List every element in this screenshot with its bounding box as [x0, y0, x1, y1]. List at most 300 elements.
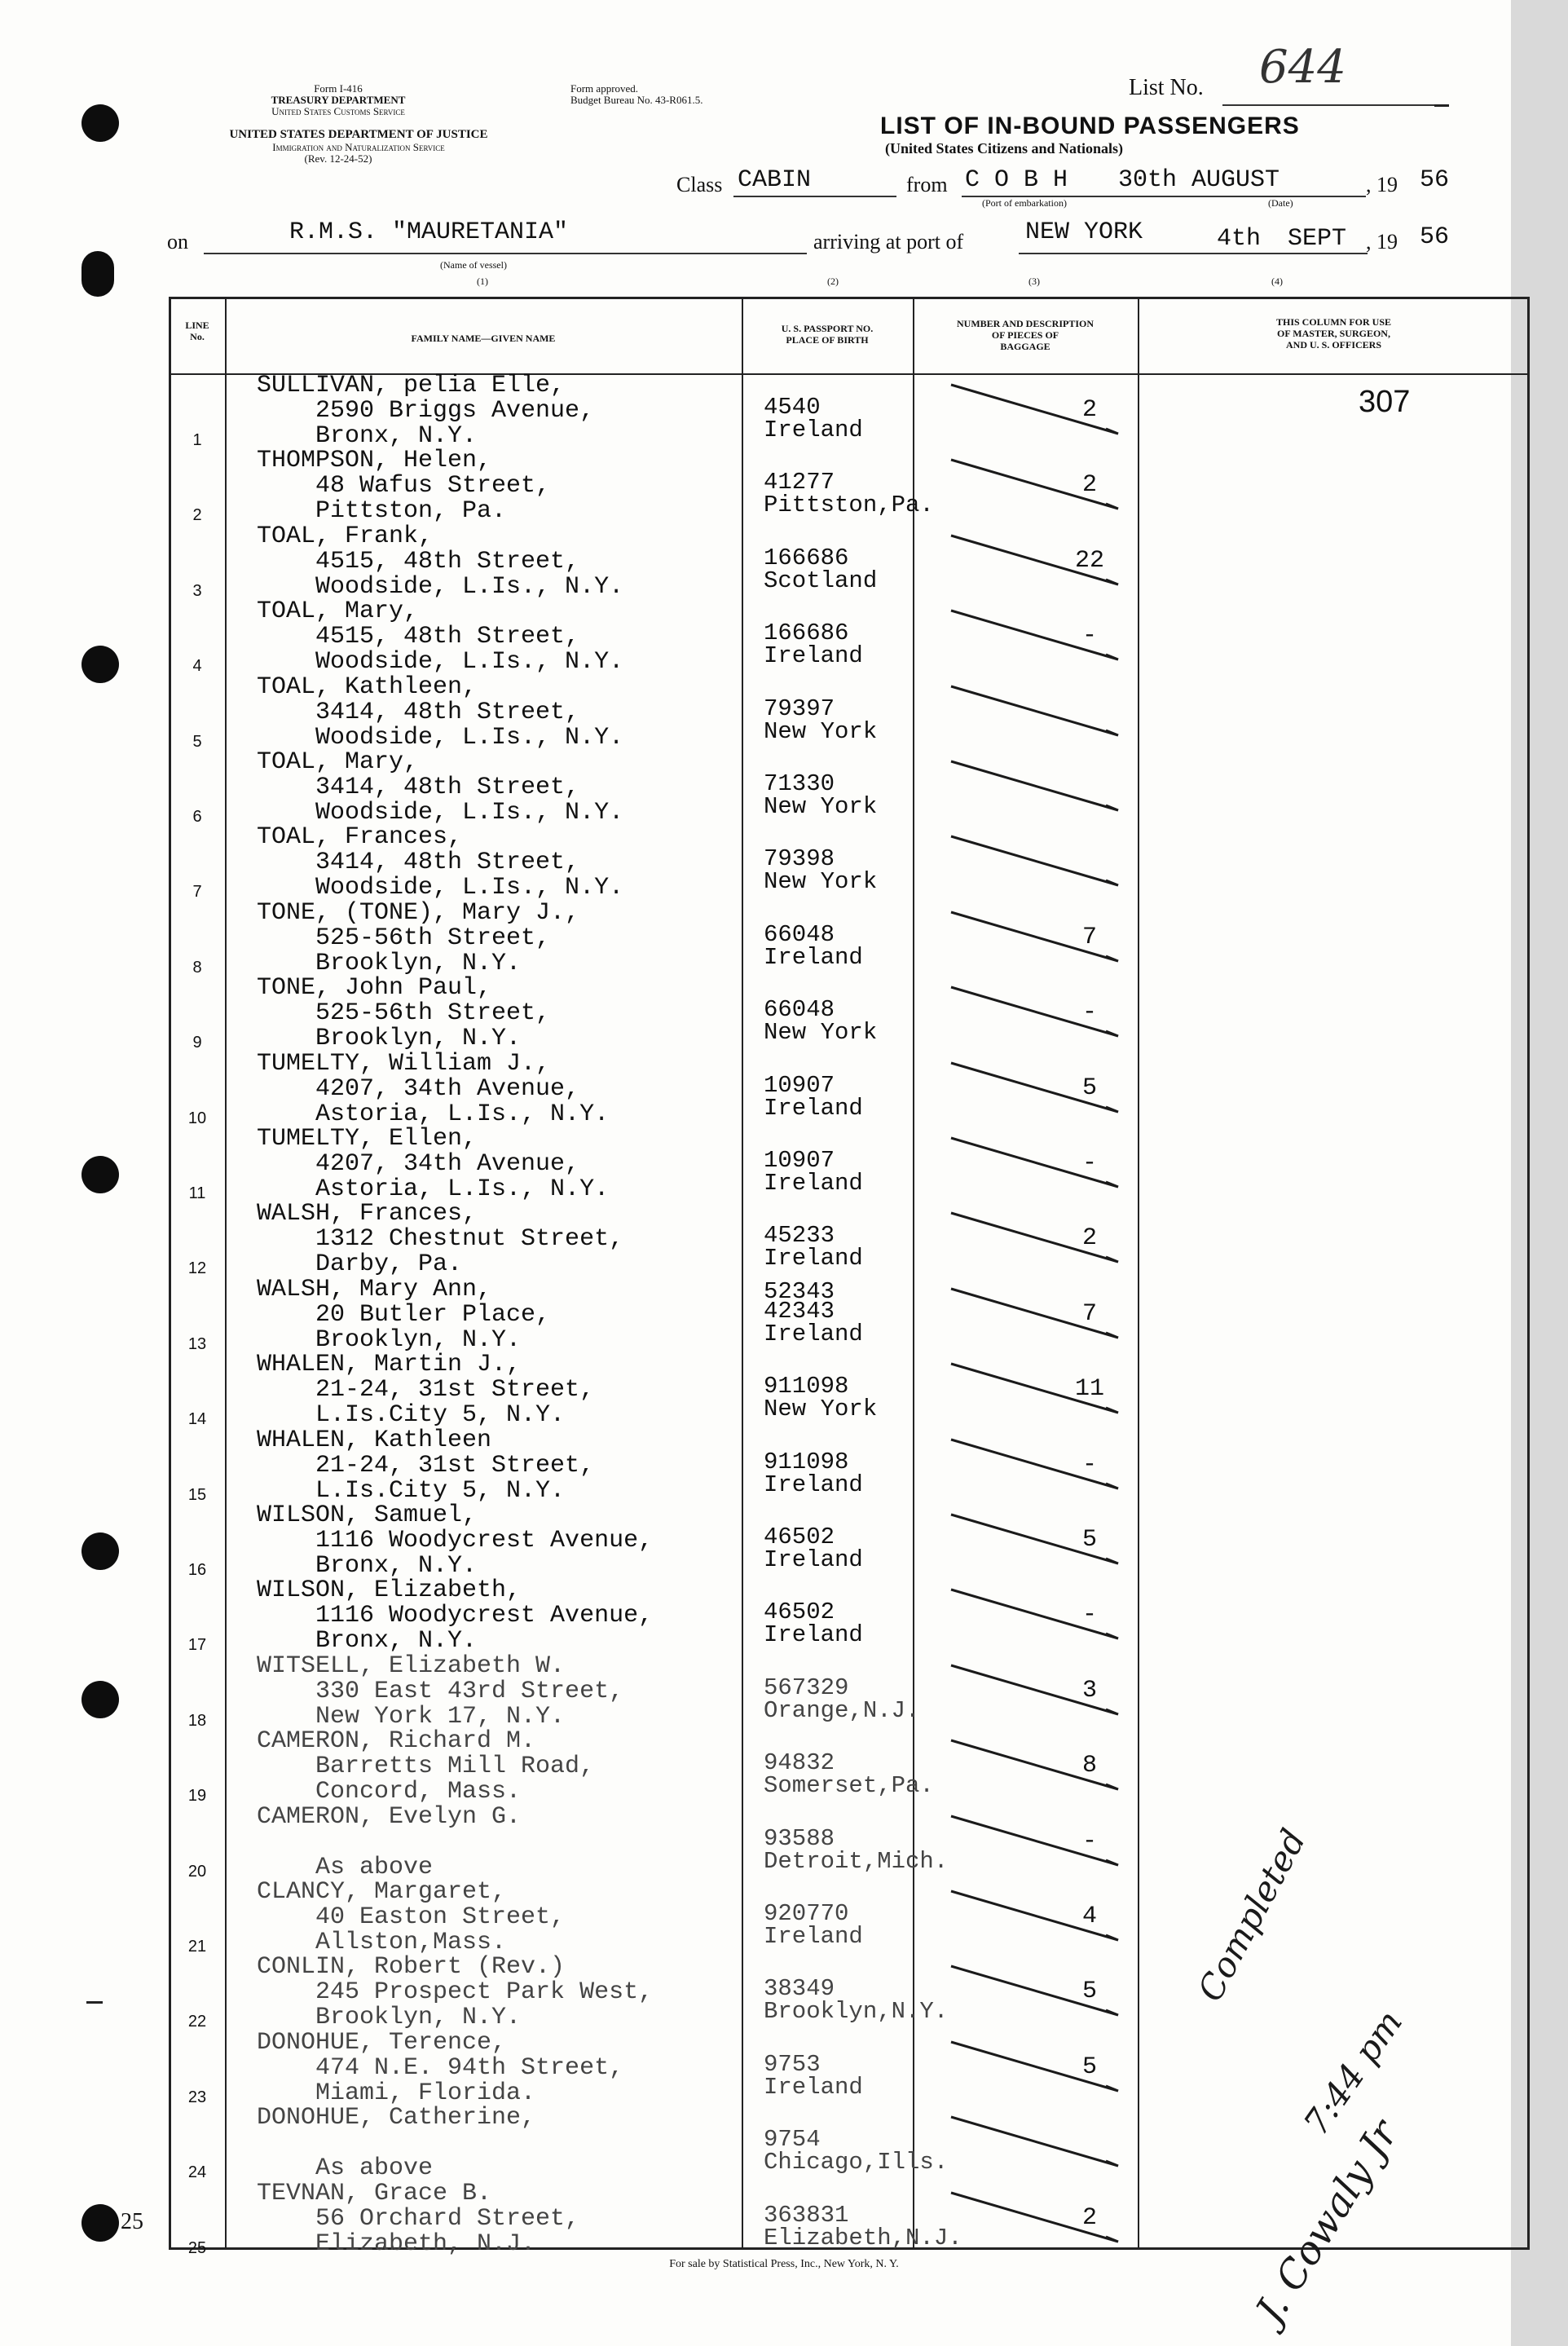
line-number: 4: [192, 657, 202, 676]
table-row: [169, 1651, 1530, 1732]
justice-dept: UNITED STATES DEPARTMENT OF JUSTICE: [229, 128, 488, 141]
address-line: 4515, 48th Street,: [257, 547, 580, 575]
passenger-name-address: [257, 524, 623, 600]
passport-number: 52343 42343: [764, 1277, 835, 1325]
family-given-name: TUMELTY, Ellen,: [257, 1125, 478, 1153]
address-line: 525-56th Street,: [257, 999, 551, 1028]
col-num-2: (2): [827, 276, 839, 287]
treasury-dept: TREASURY DEPARTMENT: [271, 94, 406, 106]
address-line: Bronx, N.Y.: [257, 422, 478, 450]
line-number: 19: [187, 1787, 207, 1806]
family-given-name: TOAL, Kathleen,: [257, 672, 478, 701]
check-mark-stroke: [918, 377, 1261, 452]
passenger-name-address: [257, 976, 550, 1052]
family-given-name: CLANCY, Margaret,: [257, 1878, 507, 1906]
table-row: [169, 1351, 1530, 1431]
baggage-count: 22: [1074, 546, 1104, 575]
check-mark-stroke: [918, 1657, 1261, 1732]
col-head-officers: [1138, 316, 1530, 351]
place-of-birth: Ireland: [764, 417, 863, 443]
passport-number: 79398: [764, 845, 835, 873]
address-line: Astoria, L.Is., N.Y.: [257, 1100, 610, 1128]
passport-birthplace: [764, 1147, 863, 1197]
line-number: 17: [187, 1636, 207, 1655]
line-number: 16: [187, 1561, 207, 1579]
col-head-passport-2: PLACE OF BIRTH: [786, 334, 869, 346]
baggage-count: 5: [1081, 1978, 1097, 2006]
address-line: [257, 2131, 535, 2156]
passport-number: 46502: [764, 1599, 835, 1626]
family-given-name: WALSH, Mary Ann,: [257, 1275, 492, 1303]
col-head-baggage-3: BAGGAGE: [1000, 341, 1050, 352]
address-line: 3414, 48th Street,: [257, 849, 580, 877]
address-line: 56 Orchard Street,: [257, 2204, 580, 2233]
class-label: Class: [676, 173, 723, 196]
passenger-name-address: [257, 1127, 609, 1202]
passport-birthplace: [764, 394, 863, 443]
address-line: 21-24, 31st Street,: [257, 1376, 595, 1405]
place-of-birth: Detroit,Mich.: [764, 1847, 949, 1875]
arrive-date: 4th: [1217, 225, 1262, 253]
passport-number: 10907: [764, 1147, 835, 1174]
from-year-prefix: , 19: [1366, 173, 1398, 196]
from-year: 56: [1420, 166, 1450, 194]
binder-hole: [81, 1156, 119, 1193]
passenger-name-address: [257, 825, 623, 901]
passport-birthplace: [764, 1900, 863, 1950]
col-head-baggage-2: OF PIECES OF: [991, 329, 1059, 341]
passport-birthplace: [764, 1222, 863, 1272]
passenger-name-address: [257, 448, 550, 524]
baggage-count: 3: [1081, 1676, 1097, 1704]
address-line: Brooklyn, N.Y.: [257, 1325, 522, 1354]
baggage-count: -: [1081, 999, 1097, 1027]
revision-date: (Rev. 12-24-52): [304, 152, 372, 165]
address-line: 3414, 48th Street,: [257, 774, 580, 801]
passport-birthplace: [764, 469, 934, 519]
passport-birthplace: [764, 1277, 863, 1347]
passport-number: 9753: [764, 2050, 821, 2078]
from-port: C O B H: [965, 166, 1068, 194]
family-given-name: DONOHUE, Terence,: [257, 2028, 507, 2057]
passport-number: 79397: [764, 695, 835, 722]
passenger-name-address: [257, 1955, 653, 2031]
margin-dash: [86, 2001, 103, 2004]
address-line: Brooklyn, N.Y.: [257, 949, 522, 977]
check-mark-stroke: [918, 1431, 1261, 1506]
passenger-name-address: [257, 898, 580, 977]
address-line: 3414, 48th Street,: [257, 698, 580, 726]
line-number: 1: [192, 431, 202, 449]
table-row: [169, 1426, 1530, 1506]
place-of-birth: Ireland: [764, 1471, 863, 1498]
passenger-name-address: [257, 373, 594, 449]
passenger-name-address: [257, 2106, 535, 2181]
check-mark-stroke: [918, 1581, 1261, 1656]
family-given-name: CAMERON, Richard M.: [257, 1727, 536, 1756]
address-line: As above: [257, 2154, 434, 2183]
passport-number: 4540: [764, 394, 821, 421]
check-mark-stroke: [918, 1356, 1261, 1431]
passport-birthplace: [764, 620, 863, 670]
baggage-count: 2: [1081, 471, 1097, 500]
place-of-birth: Ireland: [764, 642, 863, 670]
table-row: [169, 522, 1530, 602]
passport-birthplace: [764, 1448, 863, 1498]
passenger-name-address: [257, 1503, 653, 1579]
passenger-name-address: [257, 1352, 594, 1428]
place-of-birth: Brooklyn,N.Y.: [764, 1998, 949, 2026]
passenger-name-address: [257, 1277, 550, 1353]
place-of-birth: New York: [764, 1019, 878, 1047]
baggage-count: 5: [1081, 1526, 1097, 1554]
address-line: Elizabeth, N.J.: [257, 2229, 536, 2258]
line-number: 6: [192, 808, 202, 826]
line-number: 10: [187, 1109, 207, 1127]
col-head-line: [169, 320, 226, 342]
family-given-name: WILSON, Samuel,: [257, 1502, 478, 1529]
check-mark-stroke: [918, 1808, 1261, 1883]
place-of-birth: Ireland: [764, 2073, 863, 2101]
address-line: As above: [257, 1853, 434, 1881]
passenger-name-address: [257, 1651, 624, 1731]
line-number: 13: [187, 1334, 207, 1353]
table-row: [169, 1502, 1530, 1581]
address-line: 1116 Woodycrest Avenue,: [257, 1602, 654, 1630]
from-label: from: [906, 173, 948, 196]
address-line: 330 East 43rd Street,: [257, 1677, 624, 1705]
binder-hole: [81, 2204, 119, 2242]
address-line: 1116 Woodycrest Avenue,: [257, 1527, 654, 1554]
passenger-name-address: [257, 1729, 594, 1805]
handwritten-time: 7:44 pm: [1296, 2003, 1411, 2143]
list-no-label: List No.: [1129, 75, 1204, 100]
passport-birthplace: [764, 1524, 863, 1573]
place-of-birth: Elizabeth,N.J.: [764, 2224, 962, 2251]
on-label: on: [167, 230, 188, 254]
col-head-baggage: [913, 318, 1138, 352]
table-row: [169, 1049, 1530, 1130]
address-line: 4207, 34th Avenue,: [257, 1150, 580, 1178]
passport-number: 363831: [764, 2201, 849, 2229]
check-mark-stroke: [918, 1506, 1261, 1581]
table-row: [169, 598, 1530, 677]
col-head-passport-1: U. S. PASSPORT NO.: [781, 323, 874, 334]
passport-birthplace: [764, 920, 863, 971]
passport-number: 38349: [764, 1975, 835, 2003]
line-number: 23: [187, 2088, 207, 2106]
vessel-name: R.M.S. "MAURETANIA": [289, 218, 569, 246]
table-row: [169, 372, 1530, 452]
binder-hole: [81, 1532, 119, 1570]
passport-number: 567329: [764, 1674, 849, 1701]
family-given-name: TOAL, Mary,: [257, 598, 419, 626]
address-line: Miami, Florida.: [257, 2079, 536, 2107]
check-mark-stroke: [918, 904, 1261, 979]
passport-birthplace: [764, 544, 878, 594]
address-line: 40 Easton Street,: [257, 1903, 566, 1931]
line-number: 12: [187, 1259, 207, 1278]
line-number: 21: [187, 1938, 207, 1956]
passenger-name-address: [257, 599, 623, 675]
table-row: [169, 748, 1530, 828]
passport-birthplace: [764, 2050, 863, 2101]
address-line: Woodside, L.Is., N.Y.: [257, 572, 624, 601]
form-number: Form I-416: [314, 82, 363, 95]
passport-birthplace: [764, 1674, 920, 1724]
corner-dash: [1434, 104, 1449, 107]
table-row: [169, 1200, 1530, 1280]
baggage-count: 7: [1081, 923, 1097, 951]
line-number: 3: [192, 581, 202, 600]
address-line: Brooklyn, N.Y.: [257, 2004, 522, 2032]
address-line: 474 N.E. 94th Street,: [257, 2053, 624, 2082]
address-line: Pittston, Pa.: [257, 497, 507, 526]
baggage-count: -: [1081, 1450, 1097, 1479]
passport-number: 166686: [764, 544, 849, 571]
passport-birthplace: [764, 1071, 863, 1122]
check-mark-stroke: [918, 979, 1261, 1054]
family-given-name: WHALEN, Martin J.,: [257, 1351, 522, 1379]
footer-printer: For sale by Statistical Press, Inc., New York, N. Y.: [669, 2258, 899, 2270]
baggage-count: 7: [1081, 1299, 1097, 1328]
line-number: 22: [187, 2013, 207, 2031]
address-line: 48 Wafus Street,: [257, 472, 551, 501]
table-row: [169, 1802, 1530, 1883]
place-of-birth: Somerset,Pa.: [764, 1772, 934, 1800]
family-given-name: TEVNAN, Grace B.: [257, 2179, 492, 2207]
passport-birthplace: [764, 695, 878, 745]
passport-birthplace: [764, 1373, 878, 1423]
date-caption: (Date): [1268, 197, 1293, 209]
baggage-count: -: [1081, 1601, 1097, 1629]
passenger-name-address: [257, 1880, 565, 1956]
passport-birthplace: [764, 996, 878, 1047]
check-mark-stroke: [918, 678, 1261, 753]
passport-birthplace: [764, 845, 878, 896]
family-given-name: CONLIN, Robert (Rev.): [257, 1953, 566, 1982]
place-of-birth: New York: [764, 1396, 878, 1423]
baggage-count: -: [1081, 1827, 1097, 1855]
binder-hole: [81, 251, 114, 297]
family-given-name: CAMERON, Evelyn G.: [257, 1802, 522, 1831]
vessel-caption: (Name of vessel): [440, 259, 507, 271]
class-underline: [733, 196, 896, 197]
address-line: 525-56th Street,: [257, 924, 551, 952]
line-number: 25: [187, 2238, 207, 2257]
line-number: 8: [192, 958, 202, 977]
line-number: 9: [192, 1034, 202, 1052]
family-given-name: TUMELTY, William J.,: [257, 1049, 551, 1078]
arriving-label: arriving at port of: [813, 230, 964, 254]
passenger-name-address: [257, 1578, 653, 1654]
from-date: 30th AUGUST: [1118, 166, 1280, 194]
place-of-birth: Ireland: [764, 1170, 863, 1197]
passenger-name-address: [257, 1049, 610, 1128]
page-subtitle: (United States Citizens and Nationals): [885, 140, 1124, 157]
baggage-count: 2: [1081, 1224, 1097, 1253]
line-number: 2: [192, 506, 202, 525]
col-num-4: (4): [1271, 276, 1283, 287]
check-mark-stroke: [918, 1281, 1261, 1356]
table-row: [169, 1275, 1530, 1356]
address-line: Concord, Mass.: [257, 1778, 522, 1806]
passport-number: 66048: [764, 920, 835, 948]
passenger-name-address: [257, 672, 624, 752]
table-row: [169, 447, 1530, 527]
family-given-name: WITSELL, Elizabeth W.: [257, 1651, 566, 1680]
passport-number: 911098: [764, 1373, 849, 1400]
check-mark-stroke: [918, 2109, 1261, 2184]
baggage-count: 8: [1081, 1752, 1097, 1780]
passport-number: 41277: [764, 469, 835, 496]
side-margin-number: 25: [121, 2209, 143, 2234]
handwritten-signature: J. Cowaly Jr: [1247, 2112, 1407, 2331]
port-caption: (Port of embarkation): [982, 197, 1067, 209]
passenger-name-address: [257, 2181, 579, 2257]
passenger-name-address: [257, 1802, 522, 1881]
check-mark-stroke: [918, 828, 1261, 903]
place-of-birth: Ireland: [764, 1320, 863, 1347]
line-number: 24: [187, 2163, 207, 2182]
baggage-count: 5: [1081, 1074, 1097, 1102]
passenger-name-address: [257, 2028, 624, 2107]
page-title: LIST OF IN-BOUND PASSENGERS: [880, 112, 1300, 139]
baggage-count: 4: [1081, 1903, 1097, 1930]
address-line: 4207, 34th Avenue,: [257, 1074, 580, 1103]
family-given-name: WILSON, Elizabeth,: [257, 1576, 522, 1605]
line-number: 7: [192, 883, 202, 902]
address-line: L.Is.City 5, N.Y.: [257, 1401, 566, 1430]
col-head-name: FAMILY NAME—GIVEN NAME: [411, 333, 556, 344]
check-mark-stroke: [918, 1205, 1261, 1280]
binder-hole: [81, 104, 119, 142]
ins-service: Immigration and Naturalization Service: [272, 141, 445, 153]
passport-number: 9754: [764, 2126, 821, 2154]
baggage-count: 2: [1081, 396, 1097, 424]
vessel-underline: [204, 253, 807, 254]
table-row: [169, 1125, 1530, 1205]
family-given-name: DONOHUE, Catherine,: [257, 2104, 536, 2132]
family-given-name: WHALEN, Kathleen: [257, 1426, 492, 1454]
check-mark-stroke: [918, 1130, 1261, 1205]
arrive-year: 56: [1420, 223, 1450, 251]
family-given-name: SULLIVAN, pelia Elle,: [257, 372, 566, 399]
line-number: 5: [192, 732, 202, 751]
arrive-year-prefix: , 19: [1366, 230, 1398, 254]
line-number: 11: [188, 1184, 206, 1202]
passenger-name-address: [257, 1428, 594, 1504]
list-no-handwritten: 644: [1259, 41, 1346, 94]
arrive-port: NEW YORK: [1025, 218, 1143, 246]
col-num-1: (1): [477, 276, 488, 287]
place-of-birth: Ireland: [764, 1546, 863, 1573]
address-line: Woodside, L.Is., N.Y.: [257, 723, 624, 752]
baggage-count: -: [1081, 1149, 1097, 1177]
col-head-officers-2: OF MASTER, SURGEON,: [1277, 328, 1390, 339]
address-line: 1312 Chestnut Street,: [257, 1225, 624, 1254]
table-row: [169, 823, 1530, 903]
passport-number: 920770: [764, 1900, 849, 1927]
passport-number: 93588: [764, 1824, 835, 1852]
family-given-name: THOMPSON, Helen,: [257, 447, 492, 475]
arrive-month: SEPT: [1288, 225, 1347, 253]
baggage-count: 11: [1074, 1375, 1104, 1404]
line-number: 14: [187, 1410, 207, 1429]
handwritten-completed: Completed: [1190, 1822, 1314, 2009]
binder-hole: [81, 646, 119, 683]
passenger-name-address: [257, 1202, 623, 1277]
address-line: Brooklyn, N.Y.: [257, 1025, 522, 1053]
col-num-3: (3): [1028, 276, 1040, 287]
address-line: Woodside, L.Is., N.Y.: [257, 874, 624, 902]
place-of-birth: Scotland: [764, 567, 878, 594]
budget-bureau: Budget Bureau No. 43-R061.5.: [570, 94, 703, 106]
officer-note: 307: [1359, 385, 1411, 419]
table-row: [169, 974, 1530, 1054]
check-mark-stroke: [918, 2185, 1261, 2260]
place-of-birth: Ireland: [764, 943, 863, 971]
address-line: Darby, Pa.: [257, 1250, 463, 1279]
arrive-underline: [1019, 253, 1368, 254]
passport-number: 71330: [764, 770, 835, 797]
check-mark-stroke: [918, 602, 1261, 677]
table-row: [169, 898, 1530, 979]
passport-number: 10907: [764, 1071, 835, 1099]
family-given-name: TOAL, Frances,: [257, 823, 463, 852]
address-line: Allston,Mass.: [257, 1929, 507, 1956]
check-mark-stroke: [918, 2034, 1261, 2109]
family-given-name: TONE, (TONE), Mary J.,: [257, 898, 580, 927]
table-row: [169, 1878, 1530, 1958]
passport-birthplace: [764, 770, 878, 820]
address-line: Bronx, N.Y.: [257, 1552, 478, 1580]
address-line: 20 Butler Place,: [257, 1300, 551, 1329]
place-of-birth: Ireland: [764, 1621, 863, 1649]
place-of-birth: Chicago,Ills.: [764, 2149, 949, 2176]
check-mark-stroke: [918, 1732, 1261, 1807]
class-value: CABIN: [738, 166, 812, 194]
passenger-name-address: [257, 750, 623, 826]
check-mark-stroke: [918, 452, 1261, 527]
table-row: [169, 1727, 1530, 1807]
col-head-passport: [742, 323, 913, 346]
passport-number: 94832: [764, 1749, 835, 1777]
check-mark-stroke: [918, 753, 1261, 828]
address-line: Barretts Mill Road,: [257, 1753, 595, 1781]
col-head-officers-3: AND U. S. OFFICERS: [1285, 339, 1381, 351]
col-head-baggage-1: NUMBER AND DESCRIPTION: [956, 318, 1095, 329]
table-row: [169, 672, 1530, 753]
family-given-name: TONE, John Paul,: [257, 974, 492, 1003]
binder-hole: [81, 1681, 119, 1718]
form-approved: Form approved.: [570, 82, 639, 95]
address-line: 4515, 48th Street,: [257, 623, 580, 651]
place-of-birth: Pittston,Pa.: [764, 492, 934, 519]
address-line: L.Is.City 5, N.Y.: [257, 1476, 566, 1505]
passport-number: 66048: [764, 996, 835, 1024]
place-of-birth: New York: [764, 868, 878, 896]
table-row: [169, 1576, 1530, 1656]
col-head-line-2: No.: [190, 331, 205, 342]
line-number: 15: [187, 1485, 207, 1504]
place-of-birth: Ireland: [764, 1923, 863, 1950]
address-line: Bronx, N.Y.: [257, 1627, 478, 1656]
address-line: Woodside, L.Is., N.Y.: [257, 648, 624, 677]
check-mark-stroke: [918, 1883, 1261, 1958]
place-of-birth: Ireland: [764, 1094, 863, 1122]
check-mark-stroke: [918, 1055, 1261, 1130]
